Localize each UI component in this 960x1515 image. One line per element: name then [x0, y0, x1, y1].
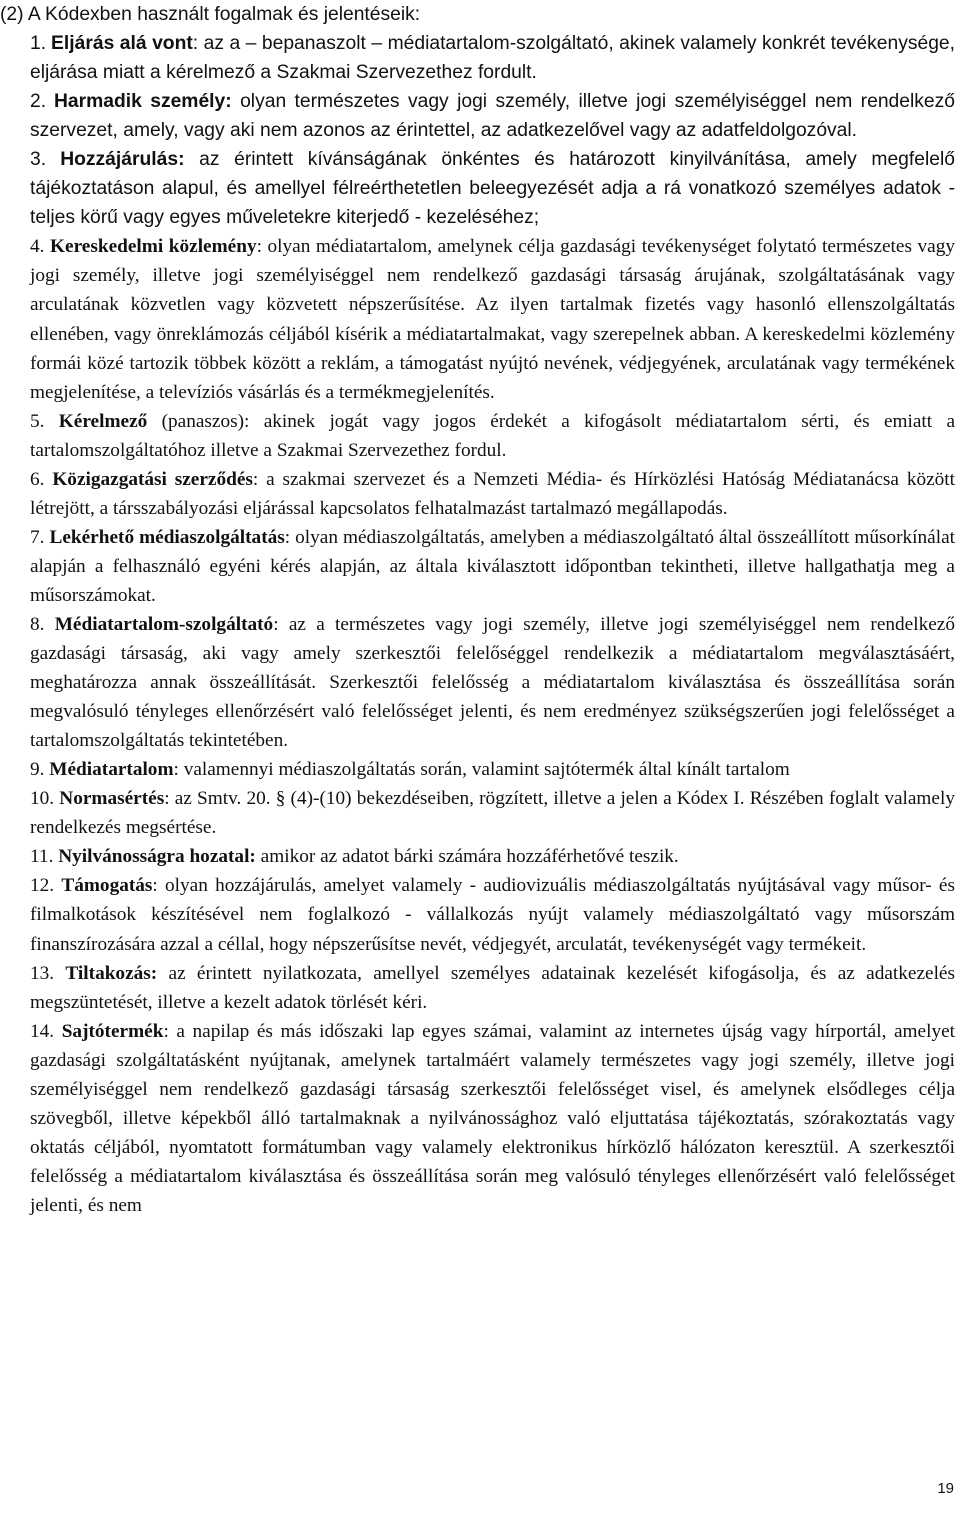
definition-item-8: [30, 610, 955, 755]
section-heading: (2) A Kódexben használt fogalmak és jelentéseik:: [0, 4, 421, 25]
definition-term: Médiatartalom: [49, 759, 174, 781]
definition-number: 9.: [30, 759, 45, 781]
definition-text: amikor az adatot bárki számára hozzáférhetővé teszik.: [255, 846, 679, 868]
definition-number: 5.: [30, 410, 45, 432]
definition-term: Kereskedelmi közlemény: [50, 236, 257, 258]
definition-text: az érintett nyilatkozata, amellyel személyes adatainak kezelését kifogásolja, és az adatkezelés megszüntetését, illetve a kezelt adatok törlését kéri.: [30, 962, 955, 1013]
definition-text: : az Smtv. 20. § (4)-(10) bekezdéseiben, rögzített, illetve a jelen a Kódex I. Részében foglalt valamely rendelkezés megsértése.: [30, 788, 955, 839]
definition-text: olyan természetes vagy jogi személy, illetve jogi személyiséggel nem rendelkező szervezet, amely, vagy aki nem azonos az érintettel, az adatkezelővel vagy az adatfeldolgozóval.: [30, 91, 956, 142]
definition-text: : az a – bepanaszolt – médiatartalom-szolgáltató, akinek valamely konkrét tevékenysége, eljárása miatt a kérelmező a Szakmai Szervezethez fordult.: [30, 33, 956, 84]
definition-text: : valamennyi médiaszolgáltatás során, valamint sajtótermék által kínált tartalom: [173, 759, 790, 781]
definition-text: az érintett kívánságának önkéntes és határozott kinyilvánítása, amely megfelelő tájékoztatáson alapul, és amellyel félreérthetetlen beleegyezését adja a rá vonatkozó személyes adatok - teljes körű vagy egyes műveletekre kiterjedő - kezeléséhez;: [30, 149, 955, 229]
definition-number: 11.: [30, 846, 54, 868]
definition-term: Médiatartalom-szolgáltató: [54, 613, 274, 635]
definition-number: 12.: [30, 875, 55, 897]
definition-term: Harmadik személy:: [53, 91, 232, 113]
definition-term: Normasértés: [59, 788, 165, 810]
definition-term: Sajtótermék: [61, 1020, 164, 1042]
definition-number: 8.: [30, 613, 45, 635]
definition-number: 13.: [30, 962, 55, 984]
definition-term: Tiltakozás:: [65, 962, 158, 984]
definition-term: Kérelmező: [58, 410, 148, 432]
definition-number: 1.: [30, 33, 47, 55]
definition-text: : olyan médiaszolgáltatás, amelyben a médiaszolgáltató által összeállított műsorkínálat alapján a felhasználó egyéni kérés alapján, az általa kiválasztott időpontban tekintheti, illetve hallgathatja meg a műsorszámokat.: [30, 526, 955, 606]
definition-text: : olyan médiatartalom, amelynek célja gazdasági tevékenységet folytató természetes vagy jogi személy, illetve jogi személyiséggel nem rendelkező gazdasági társaság árujának, szolgáltatásának vagy arculatának közvetlen vagy közvetett népszerűsítése. Az ilyen tartalmak fizetés vagy hasonló ellenszolgáltatás ellenében, vagy önreklámozás céljából kísérik a médiatartalmakat, vagy szerepelnek abban. A kereskedelmi közlemény formái közé tartozik többek között a reklám, a támogatást nyújtó nevének, védjegyének, arculatának vagy termékének megjelenítése, a televíziós vásárlás és a termékmegjelenítés.: [30, 236, 956, 403]
definition-text: : olyan hozzájárulás, amelyet valamely - audiovizuális médiaszolgáltatás nyújtásával vagy műsor- és filmalkotások készítésével nem foglalkozó - vállalkozás nyújt valamely médiaszolgáltató vagy műsorszám finanszírozására azzal a céllal, hogy népszerűsítse nevét, védjegyét, arculatát, tevékenységét vagy termékeit.: [30, 875, 955, 955]
definition-item-10: [30, 784, 955, 842]
definition-term: Lekérhető médiaszolgáltatás: [49, 526, 285, 548]
definition-term: Hozzájárulás:: [60, 149, 185, 171]
definition-term: Nyilvánosságra hozatal:: [58, 846, 256, 868]
definition-number: 3.: [30, 149, 47, 171]
page-number: 19: [937, 1480, 954, 1497]
definition-text: : a szakmai szervezet és a Nemzeti Média- és Hírközlési Hatóság Médiatanácsa között létrejött, a társszabályozási eljárással kapcsolatos felhatalmazást tartalmazó megállapodás.: [30, 468, 956, 519]
definition-number: 6.: [30, 468, 45, 490]
definition-text: (panaszos): akinek jogát vagy jogos érdekét a kifogásolt médiatartalom sérti, és emiatt a tartalomszolgáltatóhoz illetve a Szakmai Szervezethez fordul.: [30, 410, 955, 461]
definition-item-9: [30, 755, 955, 784]
definition-item-5: [30, 407, 955, 465]
definition-number: 14.: [30, 1020, 55, 1042]
definition-text: : a napilap és más időszaki lap egyes számai, valamint az internetes újság vagy hírportál, amelyet gazdasági szolgáltatásként nyújtanak, amelynek tartalmáért valamely természetes vagy jogi személy, illetve jogi személyiséggel nem rendelkező gazdasági társaság szerkesztői felelősséget visel, és amelynek elsődleges célja szövegből, illetve képekből álló tartalmaknak a nyilvánossághoz való eljuttatása tájékoztatás, szórakoztatás vagy oktatás céljából, nyomtatott formátumban vagy valamely elektronikus hírközlő hálózaton keresztül. A szerkesztői felelősség a médiatartalom kiválasztása és összeállítása során meg valósuló tényleges ellenőrzésért való felelősséget jelenti, és nem: [30, 1020, 955, 1216]
definition-item-11: [30, 842, 955, 871]
definition-item-13: [30, 959, 955, 1017]
definition-number: 7.: [30, 526, 45, 548]
definition-item-6: [30, 465, 955, 523]
definition-item-2: [30, 87, 955, 145]
definition-number: 2.: [30, 91, 47, 113]
definition-item-14: [30, 1017, 955, 1220]
definition-item-12: [30, 871, 955, 958]
definition-number: 10.: [30, 788, 55, 810]
definition-term: Közigazgatási szerződés: [52, 468, 253, 490]
definition-item-1: [30, 29, 955, 87]
definition-item-7: [30, 523, 955, 610]
definition-text: : az a természetes vagy jogi személy, illetve jogi személyiséggel nem rendelkező gazdasági társaság, aki vagy amely szerkesztői felelőséggel rendelkezik a médiatartalom megválasztásáért, meghatározza annak összeállítását. Szerkesztői felelősség a médiatartalom kiválasztása és összeállítása során megvalósuló tényleges ellenőrzésért való felelősséget jelenti, és nem eredményez szükségszerűen jogi felelősséget a tartalomszolgáltatás tekintetében.: [30, 613, 955, 752]
definition-number: 4.: [30, 236, 45, 258]
definition-item-3: [30, 145, 955, 232]
definition-item-4: [30, 232, 955, 406]
definition-term: Támogatás: [61, 875, 153, 897]
definition-term: Eljárás alá vont: [51, 33, 193, 55]
